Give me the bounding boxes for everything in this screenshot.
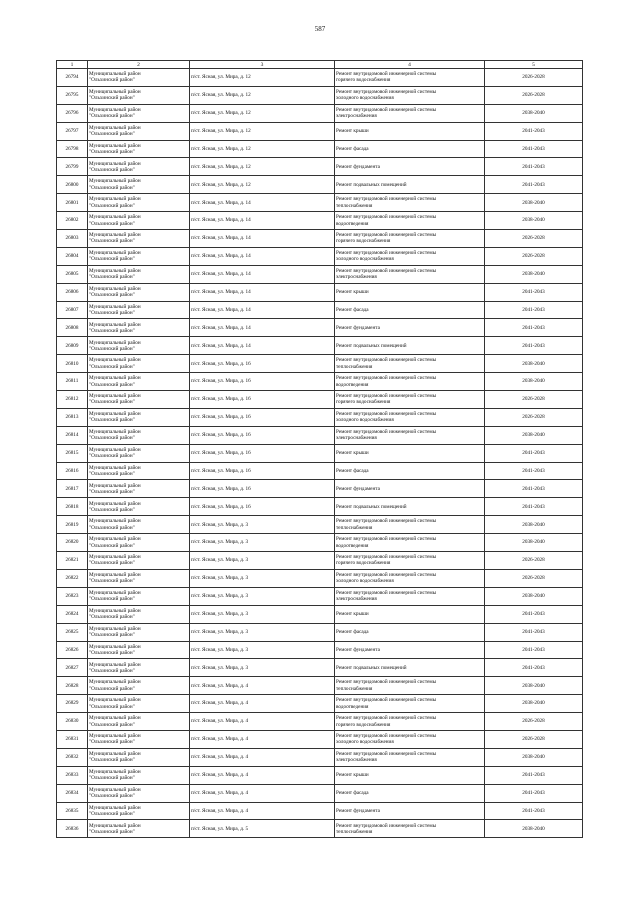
row-number-cell: 26819	[57, 516, 88, 534]
work-type-cell: Ремонт внутридомовой инженерной системы горячего водоснабжения	[335, 230, 485, 248]
period-cell: 2041-2043	[485, 605, 583, 623]
municipality-cell: Муниципальный район "Ольхинский район"	[88, 659, 190, 677]
address-cell: п/ст. Ясная, ул. Мира, д. 14	[190, 319, 335, 337]
table-row	[57, 444, 583, 462]
table-row	[57, 301, 583, 319]
header-cell-5: 5	[485, 61, 583, 69]
row-number-cell: 26803	[57, 230, 88, 248]
period-cell: 2038-2040	[485, 534, 583, 552]
municipality-cell: Муниципальный район "Ольхинский район"	[88, 677, 190, 695]
work-type-cell: Ремонт внутридомовой инженерной системы теплоснабжения	[335, 677, 485, 695]
table-row	[57, 426, 583, 444]
row-number-cell: 26815	[57, 444, 88, 462]
municipality-cell: Муниципальный район "Ольхинский район"	[88, 104, 190, 122]
municipality-cell: Муниципальный район "Ольхинский район"	[88, 802, 190, 820]
table-row	[57, 158, 583, 176]
row-number-cell: 26831	[57, 730, 88, 748]
address-cell: п/ст. Ясная, ул. Мира, д. 4	[190, 677, 335, 695]
municipality-cell: Муниципальный район "Ольхинский район"	[88, 623, 190, 641]
work-type-cell: Ремонт внутридомовой инженерной системы теплоснабжения	[335, 820, 485, 838]
work-type-cell: Ремонт внутридомовой инженерной системы электроснабжения	[335, 265, 485, 283]
table-row	[57, 337, 583, 355]
table-row	[57, 730, 583, 748]
row-number-cell: 26802	[57, 212, 88, 230]
work-type-cell: Ремонт фундамента	[335, 480, 485, 498]
period-cell: 2038-2040	[485, 212, 583, 230]
table-row	[57, 480, 583, 498]
municipality-cell: Муниципальный район "Ольхинский район"	[88, 69, 190, 87]
address-cell: п/ст. Ясная, ул. Мира, д. 16	[190, 462, 335, 480]
table-row	[57, 641, 583, 659]
row-number-cell: 26809	[57, 337, 88, 355]
row-number-cell: 26832	[57, 748, 88, 766]
period-cell: 2026-2028	[485, 247, 583, 265]
address-cell: п/ст. Ясная, ул. Мира, д. 3	[190, 605, 335, 623]
address-cell: п/ст. Ясная, ул. Мира, д. 14	[190, 194, 335, 212]
period-cell: 2038-2040	[485, 748, 583, 766]
address-cell: п/ст. Ясная, ул. Мира, д. 4	[190, 713, 335, 731]
period-cell: 2041-2043	[485, 623, 583, 641]
period-cell: 2026-2028	[485, 230, 583, 248]
work-type-cell: Ремонт внутридомовой инженерной системы водоотведения	[335, 373, 485, 391]
work-type-cell: Ремонт внутридомовой инженерной системы горячего водоснабжения	[335, 713, 485, 731]
period-cell: 2041-2043	[485, 337, 583, 355]
address-cell: п/ст. Ясная, ул. Мира, д. 4	[190, 766, 335, 784]
work-type-cell: Ремонт крыши	[335, 766, 485, 784]
row-number-cell: 26826	[57, 641, 88, 659]
address-cell: п/ст. Ясная, ул. Мира, д. 3	[190, 534, 335, 552]
period-cell: 2041-2043	[485, 158, 583, 176]
table-row	[57, 212, 583, 230]
work-type-cell: Ремонт крыши	[335, 283, 485, 301]
header-cell-3: 3	[190, 61, 335, 69]
work-type-cell: Ремонт подвальных помещений	[335, 176, 485, 194]
address-cell: п/ст. Ясная, ул. Мира, д. 12	[190, 86, 335, 104]
period-cell: 2026-2028	[485, 86, 583, 104]
table-row	[57, 569, 583, 587]
municipality-cell: Муниципальный район "Ольхинский район"	[88, 301, 190, 319]
period-cell: 2041-2043	[485, 480, 583, 498]
period-cell: 2038-2040	[485, 373, 583, 391]
row-number-cell: 26816	[57, 462, 88, 480]
work-type-cell: Ремонт внутридомовой инженерной системы водоотведения	[335, 212, 485, 230]
period-cell: 2026-2028	[485, 569, 583, 587]
period-cell: 2041-2043	[485, 784, 583, 802]
row-number-cell: 26807	[57, 301, 88, 319]
row-number-cell: 26830	[57, 713, 88, 731]
municipality-cell: Муниципальный район "Ольхинский район"	[88, 552, 190, 570]
address-cell: п/ст. Ясная, ул. Мира, д. 4	[190, 695, 335, 713]
municipality-cell: Муниципальный район "Ольхинский район"	[88, 283, 190, 301]
table-row	[57, 230, 583, 248]
table-row	[57, 265, 583, 283]
period-cell: 2038-2040	[485, 355, 583, 373]
table-row	[57, 391, 583, 409]
address-cell: п/ст. Ясная, ул. Мира, д. 3	[190, 587, 335, 605]
municipality-cell: Муниципальный район "Ольхинский район"	[88, 355, 190, 373]
row-number-cell: 26806	[57, 283, 88, 301]
period-cell: 2041-2043	[485, 176, 583, 194]
row-number-cell: 26797	[57, 122, 88, 140]
table-row	[57, 552, 583, 570]
period-cell: 2041-2043	[485, 444, 583, 462]
work-type-cell: Ремонт внутридомовой инженерной системы холодного водоснабжения	[335, 569, 485, 587]
municipality-cell: Муниципальный район "Ольхинский район"	[88, 462, 190, 480]
table-row	[57, 623, 583, 641]
address-cell: п/ст. Ясная, ул. Мира, д. 3	[190, 659, 335, 677]
row-number-cell: 26823	[57, 587, 88, 605]
municipality-cell: Муниципальный район "Ольхинский район"	[88, 373, 190, 391]
work-type-cell: Ремонт внутридомовой инженерной системы горячего водоснабжения	[335, 69, 485, 87]
work-type-cell: Ремонт фасада	[335, 784, 485, 802]
row-number-cell: 26800	[57, 176, 88, 194]
table-row	[57, 140, 583, 158]
address-cell: п/ст. Ясная, ул. Мира, д. 12	[190, 69, 335, 87]
municipality-cell: Муниципальный район "Ольхинский район"	[88, 695, 190, 713]
work-type-cell: Ремонт фундамента	[335, 641, 485, 659]
address-cell: п/ст. Ясная, ул. Мира, д. 12	[190, 104, 335, 122]
work-type-cell: Ремонт внутридомовой инженерной системы холодного водоснабжения	[335, 86, 485, 104]
period-cell: 2026-2028	[485, 552, 583, 570]
address-cell: п/ст. Ясная, ул. Мира, д. 12	[190, 122, 335, 140]
row-number-cell: 26821	[57, 552, 88, 570]
period-cell: 2026-2028	[485, 713, 583, 731]
work-type-cell: Ремонт внутридомовой инженерной системы теплоснабжения	[335, 516, 485, 534]
work-type-cell: Ремонт крыши	[335, 605, 485, 623]
row-number-cell: 26836	[57, 820, 88, 838]
period-cell: 2038-2040	[485, 695, 583, 713]
address-cell: п/ст. Ясная, ул. Мира, д. 14	[190, 247, 335, 265]
municipality-cell: Муниципальный район "Ольхинский район"	[88, 480, 190, 498]
work-type-cell: Ремонт внутридомовой инженерной системы водоотведения	[335, 695, 485, 713]
table-row	[57, 122, 583, 140]
row-number-cell: 26835	[57, 802, 88, 820]
row-number-cell: 26810	[57, 355, 88, 373]
municipality-cell: Муниципальный район "Ольхинский район"	[88, 408, 190, 426]
table-row	[57, 319, 583, 337]
row-number-cell: 26827	[57, 659, 88, 677]
row-number-cell: 26794	[57, 69, 88, 87]
table-row	[57, 820, 583, 838]
address-cell: п/ст. Ясная, ул. Мира, д. 4	[190, 784, 335, 802]
municipality-cell: Муниципальный район "Ольхинский район"	[88, 230, 190, 248]
table-row	[57, 176, 583, 194]
municipality-cell: Муниципальный район "Ольхинский район"	[88, 391, 190, 409]
address-cell: п/ст. Ясная, ул. Мира, д. 12	[190, 158, 335, 176]
period-cell: 2041-2043	[485, 462, 583, 480]
header-cell-2: 2	[88, 61, 190, 69]
table-row	[57, 587, 583, 605]
table-row	[57, 659, 583, 677]
table-header-row	[57, 61, 583, 69]
work-type-cell: Ремонт подвальных помещений	[335, 498, 485, 516]
table-row	[57, 695, 583, 713]
address-cell: п/ст. Ясная, ул. Мира, д. 3	[190, 569, 335, 587]
municipality-cell: Муниципальный район "Ольхинский район"	[88, 516, 190, 534]
row-number-cell: 26799	[57, 158, 88, 176]
table-row	[57, 766, 583, 784]
period-cell: 2041-2043	[485, 802, 583, 820]
work-type-cell: Ремонт внутридомовой инженерной системы электроснабжения	[335, 748, 485, 766]
work-type-cell: Ремонт внутридомовой инженерной системы электроснабжения	[335, 587, 485, 605]
period-cell: 2038-2040	[485, 104, 583, 122]
address-cell: п/ст. Ясная, ул. Мира, д. 4	[190, 748, 335, 766]
period-cell: 2041-2043	[485, 301, 583, 319]
work-type-cell: Ремонт фундамента	[335, 802, 485, 820]
municipality-cell: Муниципальный район "Ольхинский район"	[88, 319, 190, 337]
row-number-cell: 26824	[57, 605, 88, 623]
work-type-cell: Ремонт внутридомовой инженерной системы водоотведения	[335, 534, 485, 552]
work-type-cell: Ремонт внутридомовой инженерной системы теплоснабжения	[335, 194, 485, 212]
row-number-cell: 26822	[57, 569, 88, 587]
municipality-cell: Муниципальный район "Ольхинский район"	[88, 784, 190, 802]
municipality-cell: Муниципальный район "Ольхинский район"	[88, 730, 190, 748]
row-number-cell: 26813	[57, 408, 88, 426]
address-cell: п/ст. Ясная, ул. Мира, д. 5	[190, 820, 335, 838]
capital-repair-table	[56, 60, 583, 838]
work-type-cell: Ремонт внутридомовой инженерной системы электроснабжения	[335, 104, 485, 122]
row-number-cell: 26804	[57, 247, 88, 265]
municipality-cell: Муниципальный район "Ольхинский район"	[88, 534, 190, 552]
work-type-cell: Ремонт фундамента	[335, 158, 485, 176]
address-cell: п/ст. Ясная, ул. Мира, д. 16	[190, 373, 335, 391]
period-cell: 2041-2043	[485, 283, 583, 301]
work-type-cell: Ремонт подвальных помещений	[335, 659, 485, 677]
table-row	[57, 498, 583, 516]
address-cell: п/ст. Ясная, ул. Мира, д. 12	[190, 176, 335, 194]
address-cell: п/ст. Ясная, ул. Мира, д. 16	[190, 444, 335, 462]
period-cell: 2041-2043	[485, 659, 583, 677]
municipality-cell: Муниципальный район "Ольхинский район"	[88, 569, 190, 587]
row-number-cell: 26820	[57, 534, 88, 552]
table-row	[57, 605, 583, 623]
work-type-cell: Ремонт фасада	[335, 623, 485, 641]
municipality-cell: Муниципальный район "Ольхинский район"	[88, 713, 190, 731]
work-type-cell: Ремонт внутридомовой инженерной системы холодного водоснабжения	[335, 408, 485, 426]
table-row	[57, 802, 583, 820]
row-number-cell: 26834	[57, 784, 88, 802]
address-cell: п/ст. Ясная, ул. Мира, д. 16	[190, 391, 335, 409]
table-row	[57, 534, 583, 552]
header-cell-1: 1	[57, 61, 88, 69]
table-row	[57, 713, 583, 731]
table-row	[57, 462, 583, 480]
row-number-cell: 26795	[57, 86, 88, 104]
municipality-cell: Муниципальный район "Ольхинский район"	[88, 122, 190, 140]
municipality-cell: Муниципальный район "Ольхинский район"	[88, 748, 190, 766]
municipality-cell: Муниципальный район "Ольхинский район"	[88, 265, 190, 283]
row-number-cell: 26798	[57, 140, 88, 158]
period-cell: 2038-2040	[485, 677, 583, 695]
row-number-cell: 26833	[57, 766, 88, 784]
period-cell: 2038-2040	[485, 194, 583, 212]
municipality-cell: Муниципальный район "Ольхинский район"	[88, 605, 190, 623]
address-cell: п/ст. Ясная, ул. Мира, д. 4	[190, 802, 335, 820]
municipality-cell: Муниципальный район "Ольхинский район"	[88, 820, 190, 838]
period-cell: 2038-2040	[485, 426, 583, 444]
work-type-cell: Ремонт внутридомовой инженерной системы холодного водоснабжения	[335, 730, 485, 748]
municipality-cell: Муниципальный район "Ольхинский район"	[88, 158, 190, 176]
row-number-cell: 26817	[57, 480, 88, 498]
work-type-cell: Ремонт подвальных помещений	[335, 337, 485, 355]
work-type-cell: Ремонт внутридомовой инженерной системы горячего водоснабжения	[335, 391, 485, 409]
table-row	[57, 104, 583, 122]
table-row	[57, 677, 583, 695]
address-cell: п/ст. Ясная, ул. Мира, д. 12	[190, 140, 335, 158]
work-type-cell: Ремонт внутридомовой инженерной системы горячего водоснабжения	[335, 552, 485, 570]
work-type-cell: Ремонт внутридомовой инженерной системы теплоснабжения	[335, 355, 485, 373]
period-cell: 2038-2040	[485, 516, 583, 534]
address-cell: п/ст. Ясная, ул. Мира, д. 16	[190, 498, 335, 516]
row-number-cell: 26796	[57, 104, 88, 122]
period-cell: 2026-2028	[485, 408, 583, 426]
municipality-cell: Муниципальный район "Ольхинский район"	[88, 176, 190, 194]
municipality-cell: Муниципальный район "Ольхинский район"	[88, 337, 190, 355]
municipality-cell: Муниципальный район "Ольхинский район"	[88, 444, 190, 462]
period-cell: 2038-2040	[485, 265, 583, 283]
municipality-cell: Муниципальный район "Ольхинский район"	[88, 212, 190, 230]
row-number-cell: 26818	[57, 498, 88, 516]
work-type-cell: Ремонт фасада	[335, 462, 485, 480]
municipality-cell: Муниципальный район "Ольхинский район"	[88, 498, 190, 516]
table-row	[57, 69, 583, 87]
work-type-cell: Ремонт фасада	[335, 140, 485, 158]
work-type-cell: Ремонт внутридомовой инженерной системы электроснабжения	[335, 426, 485, 444]
municipality-cell: Муниципальный район "Ольхинский район"	[88, 194, 190, 212]
table-row	[57, 194, 583, 212]
address-cell: п/ст. Ясная, ул. Мира, д. 4	[190, 730, 335, 748]
table-row	[57, 748, 583, 766]
table-row	[57, 784, 583, 802]
address-cell: п/ст. Ясная, ул. Мира, д. 16	[190, 355, 335, 373]
address-cell: п/ст. Ясная, ул. Мира, д. 16	[190, 426, 335, 444]
address-cell: п/ст. Ясная, ул. Мира, д. 14	[190, 283, 335, 301]
work-type-cell: Ремонт крыши	[335, 122, 485, 140]
address-cell: п/ст. Ясная, ул. Мира, д. 14	[190, 337, 335, 355]
period-cell: 2038-2040	[485, 820, 583, 838]
row-number-cell: 26811	[57, 373, 88, 391]
municipality-cell: Муниципальный район "Ольхинский район"	[88, 140, 190, 158]
municipality-cell: Муниципальный район "Ольхинский район"	[88, 426, 190, 444]
table-row	[57, 355, 583, 373]
table-row	[57, 373, 583, 391]
period-cell: 2041-2043	[485, 766, 583, 784]
table-row	[57, 86, 583, 104]
address-cell: п/ст. Ясная, ул. Мира, д. 14	[190, 230, 335, 248]
row-number-cell: 26801	[57, 194, 88, 212]
period-cell: 2038-2040	[485, 587, 583, 605]
table-row	[57, 283, 583, 301]
work-type-cell: Ремонт фасада	[335, 301, 485, 319]
period-cell: 2041-2043	[485, 319, 583, 337]
municipality-cell: Муниципальный район "Ольхинский район"	[88, 587, 190, 605]
row-number-cell: 26812	[57, 391, 88, 409]
address-cell: п/ст. Ясная, ул. Мира, д. 16	[190, 480, 335, 498]
municipality-cell: Муниципальный район "Ольхинский район"	[88, 766, 190, 784]
page-number: 587	[314, 25, 326, 33]
row-number-cell: 26825	[57, 623, 88, 641]
period-cell: 2041-2043	[485, 498, 583, 516]
period-cell: 2026-2028	[485, 69, 583, 87]
address-cell: п/ст. Ясная, ул. Мира, д. 16	[190, 408, 335, 426]
row-number-cell: 26814	[57, 426, 88, 444]
address-cell: п/ст. Ясная, ул. Мира, д. 3	[190, 623, 335, 641]
address-cell: п/ст. Ясная, ул. Мира, д. 14	[190, 301, 335, 319]
period-cell: 2041-2043	[485, 641, 583, 659]
row-number-cell: 26808	[57, 319, 88, 337]
address-cell: п/ст. Ясная, ул. Мира, д. 3	[190, 516, 335, 534]
period-cell: 2041-2043	[485, 140, 583, 158]
row-number-cell: 26805	[57, 265, 88, 283]
address-cell: п/ст. Ясная, ул. Мира, д. 14	[190, 212, 335, 230]
municipality-cell: Муниципальный район "Ольхинский район"	[88, 86, 190, 104]
address-cell: п/ст. Ясная, ул. Мира, д. 3	[190, 552, 335, 570]
address-cell: п/ст. Ясная, ул. Мира, д. 14	[190, 265, 335, 283]
table-row	[57, 408, 583, 426]
period-cell: 2026-2028	[485, 391, 583, 409]
period-cell: 2026-2028	[485, 730, 583, 748]
table-row	[57, 247, 583, 265]
work-type-cell: Ремонт крыши	[335, 444, 485, 462]
work-type-cell: Ремонт фундамента	[335, 319, 485, 337]
address-cell: п/ст. Ясная, ул. Мира, д. 3	[190, 641, 335, 659]
row-number-cell: 26829	[57, 695, 88, 713]
row-number-cell: 26828	[57, 677, 88, 695]
work-type-cell: Ремонт внутридомовой инженерной системы холодного водоснабжения	[335, 247, 485, 265]
period-cell: 2041-2043	[485, 122, 583, 140]
municipality-cell: Муниципальный район "Ольхинский район"	[88, 247, 190, 265]
header-cell-4: 4	[335, 61, 485, 69]
table-row	[57, 516, 583, 534]
municipality-cell: Муниципальный район "Ольхинский район"	[88, 641, 190, 659]
